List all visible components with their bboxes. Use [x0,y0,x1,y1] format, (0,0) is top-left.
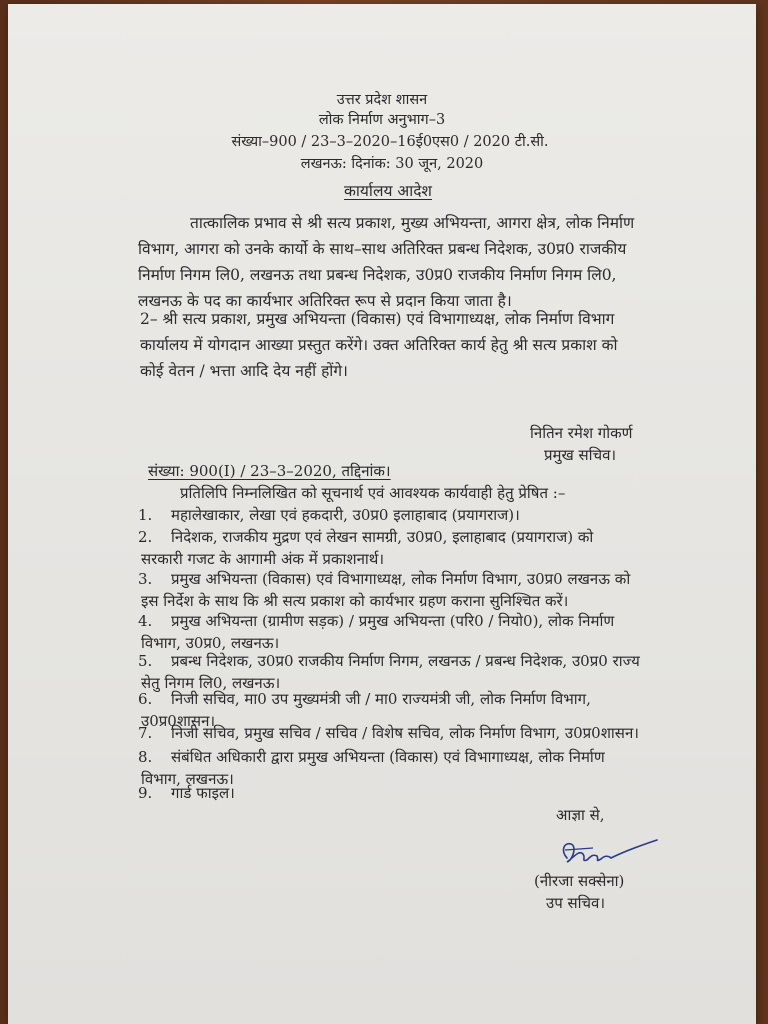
list-item-line: इस निर्देश के साथ कि श्री सत्य प्रकाश को कार्यभार ग्रहण कराना सुनिश्चित करें। [141,592,569,610]
header-government: उत्तर प्रदेश शासन [336,92,428,108]
signatory-designation: प्रमुख सचिव। [544,446,617,464]
list-item-line: सेतु निगम लि0, लखनऊ। [141,674,281,692]
list-item-text [141,526,594,570]
by-order-text: आज्ञा से, [556,806,605,824]
header-date: लखनऊ: दिनांक: 30 जून, 2020 [300,156,484,172]
paragraph-1-line: लखनऊ के पद का कार्यभार अतिरिक्त रूप से प्रदान किया जाता है। [138,292,512,310]
list-item-number: 1. [138,506,153,524]
copy-reference: संख्या: 900(I) / 23–3–2020, तद्दिनांक। [148,462,391,480]
list-item-text [171,722,639,744]
list-item-line: गार्ड फाइल। [171,784,235,802]
list-item-line: प्रमुख अभियन्ता (विकास) एवं विभागाध्यक्ष, लोक निर्माण विभाग, उ0प्र0 लखनऊ को [171,570,631,588]
list-item-number: 9. [138,784,153,802]
list-item-number: 2. [138,528,153,546]
list-item-number: 6. [138,690,153,708]
list-item-line: सरकारी गजट के आगामी अंक में प्रकाशनार्थ। [141,550,385,568]
list-item-number: 8. [138,748,153,766]
paragraph-2-line: कोई वेतन / भत्ता आदि देय नहीं होंगे। [140,362,348,380]
list-item-text [141,568,631,612]
list-item-number: 4. [138,612,153,630]
paragraph-1-line: तात्कालिक प्रभाव से श्री सत्य प्रकाश, मुख्य अभियन्ता, आगरा क्षेत्र, लोक निर्माण [190,214,635,232]
paragraph-1 [138,210,634,314]
paragraph-1-line: निर्माण निगम लि0, लखनऊ तथा प्रबन्ध निदेशक, उ0प्र0 राजकीय निर्माण निगम लि0, [138,266,617,284]
paragraph-2-line: कार्यालय में योगदान आख्या प्रस्तुत करेंगे। उक्त अतिरिक्त कार्य हेतु श्री सत्य प्रकाश को [140,336,618,354]
paragraph-2 [140,306,618,384]
list-item-text [141,610,615,654]
list-item-line: संबंधित अधिकारी द्वारा प्रमुख अभियन्ता (विकास) एवं विभागाध्यक्ष, लोक निर्माण [171,748,605,766]
list-item-text [171,504,520,526]
list-item-line: निजी सचिव, मा0 उप मुख्यमंत्री जी / मा0 राज्यमंत्री जी, लोक निर्माण विभाग, [171,690,591,708]
header-reference-number: संख्या–900 / 23–3–2020–16ई0एस0 / 2020 टी.सी. [231,134,549,150]
list-item-number: 7. [138,724,153,742]
handwritten-signature [553,834,663,874]
signatory-principal-secretary [530,422,633,466]
list-item-line: उ0प्र0शासन। [141,712,216,730]
list-item-number: 5. [138,652,153,670]
signatory-2-designation: उप सचिव। [546,894,606,912]
list-item-number: 3. [138,570,153,588]
list-item-line: निदेशक, राजकीय मुद्रण एवं लेखन सामग्री, उ0प्र0, इलाहाबाद (प्रयागराज) को [171,528,594,546]
copy-intro: प्रतिलिपि निम्नलिखित को सूचनार्थ एवं आवश्यक कार्यवाही हेतु प्रेषित :– [180,484,566,502]
signatory-name: नितिन रमेश गोकर्ण [530,424,633,442]
list-item-line: प्रमुख अभियन्ता (ग्रामीण सड़क) / प्रमुख अभियन्ता (परि0 / नियो0), लोक निर्माण [171,612,615,630]
list-item-line: महालेखाकार, लेखा एवं हकदारी, उ0प्र0 इलाहाबाद (प्रयागराज)। [171,506,520,524]
paragraph-2-line: 2– श्री सत्य प्रकाश, प्रमुख अभियन्ता (विकास) एवं विभागाध्यक्ष, लोक निर्माण विभाग [140,310,615,328]
list-item-line: निजी सचिव, प्रमुख सचिव / सचिव / विशेष सचिव, लोक निर्माण विभाग, उ0प्र0शासन। [171,724,639,742]
list-item-line: विभाग, लखनऊ। [141,770,234,788]
list-item-text [141,746,605,790]
list-item-text [171,782,235,804]
signatory-2-name: (नीरजा सक्सेना) [534,872,625,890]
document-page [8,4,756,1024]
paragraph-1-line: विभाग, आगरा को उनके कार्यो के साथ–साथ अतिरिक्त प्रबन्ध निदेशक, उ0प्र0 राजकीय [138,240,627,258]
list-item-line: प्रबन्ध निदेशक, उ0प्र0 राजकीय निर्माण निगम, लखनऊ / प्रबन्ध निदेशक, उ0प्र0 राज्य [171,652,640,670]
list-item-line: विभाग, उ0प्र0, लखनऊ। [141,634,280,652]
header-section: लोक निर्माण अनुभाग–3 [318,112,446,128]
order-title: कार्यालय आदेश [344,182,432,200]
